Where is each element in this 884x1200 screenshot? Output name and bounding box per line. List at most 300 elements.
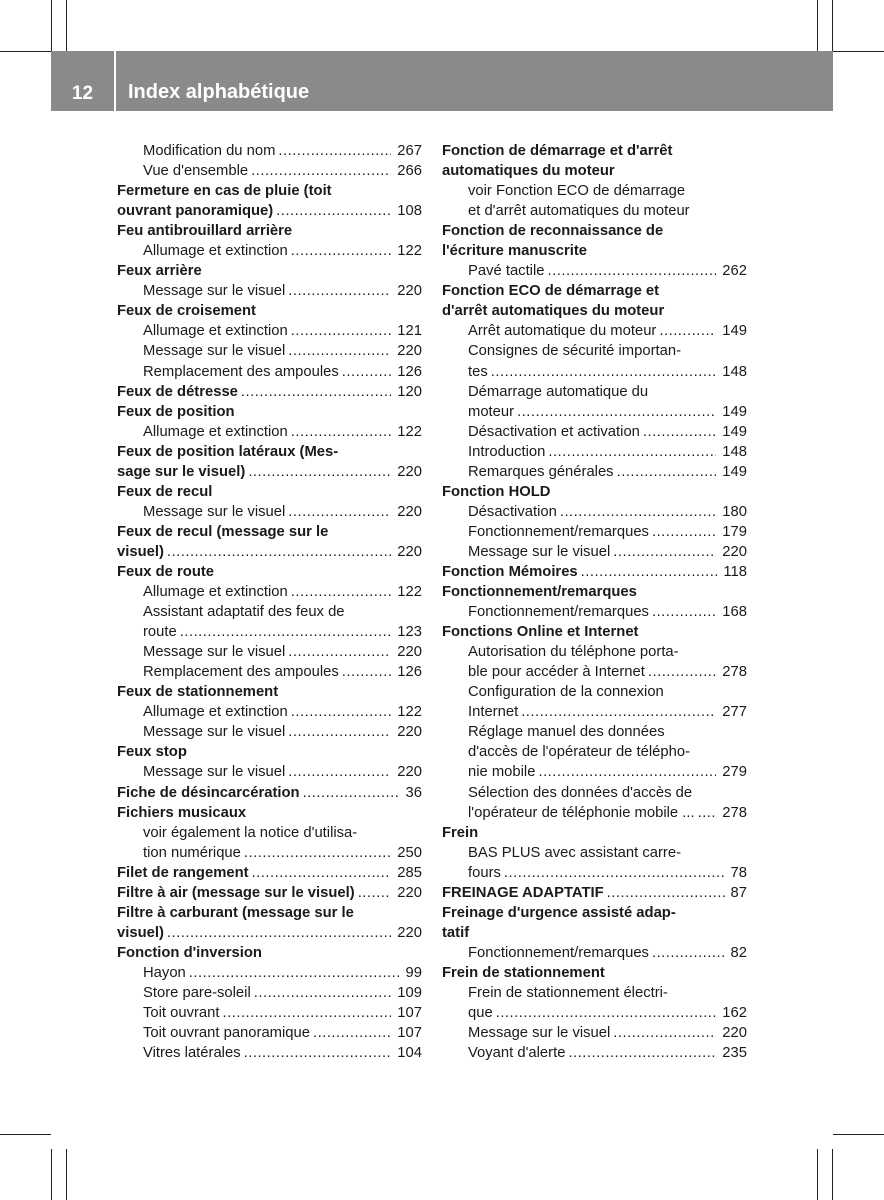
index-entry: [442, 823, 747, 843]
entry-text: tion numérique: [143, 844, 241, 861]
index-entry: [117, 783, 422, 803]
crop-mark: [51, 1149, 52, 1200]
index-entry: [442, 301, 747, 321]
index-entry: [442, 482, 747, 502]
page-reference: 220: [397, 283, 422, 300]
index-entry: [117, 181, 422, 201]
entry-text: Désactivation et activation: [468, 423, 640, 440]
index-entry: [117, 402, 422, 422]
entry-text: Feux de croisement: [117, 303, 256, 320]
entry-text: Frein de stationnement: [442, 964, 605, 981]
index-entry: [442, 281, 747, 301]
page-reference: 149: [722, 323, 747, 340]
page-reference: 82: [730, 944, 747, 961]
page-reference: 122: [397, 584, 422, 601]
leader-dots: [276, 201, 391, 221]
header-divider: [114, 51, 116, 111]
index-entry: [442, 582, 747, 602]
index-subentry: [117, 662, 422, 682]
leader-dots: [254, 983, 392, 1003]
index-subentry: [442, 803, 747, 823]
index-subentry: [117, 722, 422, 742]
page-reference: 121: [397, 323, 422, 340]
leader-dots: [313, 1023, 391, 1043]
index-subentry: [442, 422, 747, 442]
index-subentry: [442, 181, 747, 201]
index-entry: [442, 903, 747, 923]
entry-text: Autorisation du téléphone porta-: [468, 644, 679, 661]
leader-dots: [223, 1003, 392, 1023]
leader-dots: [288, 762, 391, 782]
entry-text: Message sur le visuel: [468, 543, 611, 560]
entry-text: nie mobile: [468, 764, 536, 781]
leader-dots: [342, 362, 392, 382]
leader-dots: [251, 161, 391, 181]
entry-text: Fichiers musicaux: [117, 804, 247, 821]
page-reference: 120: [397, 383, 422, 400]
entry-text: ble pour accéder à Internet: [468, 664, 645, 681]
leader-dots: [652, 522, 716, 542]
page-reference: 278: [722, 804, 747, 821]
index-subentry: [117, 622, 422, 642]
leader-dots: [643, 422, 716, 442]
index-subentry: [117, 241, 422, 261]
entry-text: Allumage et extinction: [143, 423, 288, 440]
page-reference: 267: [397, 143, 422, 159]
leader-dots: [303, 783, 400, 803]
leader-dots: [613, 1023, 716, 1043]
page-reference: 220: [397, 343, 422, 360]
entry-text: et d'arrêt automatiques du moteur: [468, 203, 690, 220]
entry-text: Feux de recul (message sur le: [117, 523, 329, 540]
index-subentry: [117, 281, 422, 301]
index-entry: [117, 442, 422, 462]
entry-text: Fonctionnement/remarques: [468, 523, 649, 540]
index-subentry: [442, 321, 747, 341]
leader-dots: [652, 943, 725, 963]
entry-text: Vitres latérales: [143, 1045, 241, 1062]
index-subentry: [442, 783, 747, 803]
index-subentry: [117, 702, 422, 722]
index-entry: [442, 221, 747, 241]
index-subentry: [117, 1003, 422, 1023]
entry-text: Feux de stationnement: [117, 684, 279, 701]
leader-dots: [607, 883, 725, 903]
page-reference: 107: [397, 1025, 422, 1042]
entry-text: Freinage d'urgence assisté adap-: [442, 904, 676, 921]
entry-text: voir Fonction ECO de démarrage: [468, 183, 686, 200]
index-subentry: [442, 722, 747, 742]
entry-text: Modification du nom: [143, 143, 276, 159]
leader-dots: [358, 883, 392, 903]
page-reference: 220: [397, 503, 422, 520]
entry-text: Filet de rangement: [117, 864, 249, 881]
leader-dots: [189, 963, 400, 983]
entry-text: moteur: [468, 403, 515, 420]
entry-text: Internet: [468, 704, 519, 721]
leader-dots: [504, 863, 725, 883]
page-reference: 126: [397, 363, 422, 380]
entry-text: Fonctions Online et Internet: [442, 624, 639, 641]
index-subentry: [442, 462, 747, 482]
leader-dots: [560, 502, 716, 522]
entry-text: Feux de route: [117, 563, 215, 580]
entry-text: que: [468, 1005, 493, 1022]
entry-text: Feux stop: [117, 744, 187, 761]
entry-text: Message sur le visuel: [143, 764, 286, 781]
index-subentry: [442, 762, 747, 782]
page-reference: 126: [397, 664, 422, 681]
index-entry: [117, 883, 422, 903]
page-reference: 220: [397, 543, 422, 560]
leader-dots: [491, 362, 717, 382]
entry-text: Feux de position latéraux (Mes-: [117, 443, 339, 460]
index-subentry: [117, 141, 422, 161]
page-reference: 149: [722, 463, 747, 480]
entry-text: Message sur le visuel: [143, 503, 286, 520]
page-reference: 108: [397, 203, 422, 220]
index-entry: [117, 863, 422, 883]
crop-mark: [66, 0, 67, 51]
index-entry: [117, 382, 422, 402]
crop-mark: [832, 0, 833, 51]
page-reference: 278: [722, 664, 747, 681]
leader-dots: [167, 542, 391, 562]
entry-text: l'opérateur de téléphonie mobile ...: [468, 804, 695, 821]
entry-text: d'accès de l'opérateur de télépho-: [468, 744, 690, 761]
index-subentry: [442, 341, 747, 361]
page-reference: 99: [405, 964, 422, 981]
entry-text: Fonction Mémoires: [442, 563, 578, 580]
page-reference: 122: [397, 423, 422, 440]
index-subentry: [442, 402, 747, 422]
entry-text: Arrêt automatique du moteur: [468, 323, 657, 340]
entry-text: d'arrêt automatiques du moteur: [442, 303, 665, 320]
index-subentry: [442, 702, 747, 722]
entry-text: Sélection des données d'accès de: [468, 784, 693, 801]
crop-mark: [833, 51, 884, 52]
entry-text: Introduction: [468, 443, 546, 460]
index-subentry: [117, 843, 422, 863]
index-subentry: [117, 983, 422, 1003]
index-entry: [442, 963, 747, 983]
index-entry: [442, 161, 747, 181]
entry-text: l'écriture manuscrite: [442, 243, 587, 260]
index-subentry: [442, 1023, 747, 1043]
leader-dots: [252, 863, 392, 883]
index-subentry: [442, 843, 747, 863]
index-subentry: [117, 602, 422, 622]
entry-text: Toit ouvrant panoramique: [143, 1025, 310, 1042]
index-subentry: [117, 422, 422, 442]
entry-text: Pavé tactile: [468, 263, 545, 280]
index-entry: [117, 522, 422, 542]
index-entry: [117, 462, 422, 482]
leader-dots: [288, 642, 391, 662]
index-subentry: [442, 742, 747, 762]
page-reference: 149: [722, 423, 747, 440]
index-entry: [117, 542, 422, 562]
page-header: [51, 51, 833, 111]
entry-text: Fonctionnement/remarques: [442, 584, 637, 601]
crop-mark: [0, 1134, 51, 1135]
entry-text: Remplacement des ampoules: [143, 664, 339, 681]
leader-dots: [288, 502, 391, 522]
index-subentry: [117, 321, 422, 341]
page-reference: 107: [397, 1005, 422, 1022]
index-entry: [117, 261, 422, 281]
index-entry: [117, 682, 422, 702]
index-subentry: [117, 1023, 422, 1043]
entry-text: tes: [468, 363, 488, 380]
leader-dots: [291, 321, 392, 341]
entry-text: Vue d'ensemble: [143, 163, 249, 180]
leader-dots: [288, 281, 391, 301]
entry-text: Store pare-soleil: [143, 984, 251, 1001]
entry-text: Hayon: [143, 964, 186, 981]
entry-text: visuel): [117, 543, 164, 560]
entry-text: Filtre à air (message sur le visuel): [117, 884, 355, 901]
index-subentry: [442, 943, 747, 963]
entry-text: Filtre à carburant (message sur le: [117, 904, 354, 921]
page-reference: 220: [397, 463, 422, 480]
index-subentry: [117, 362, 422, 382]
index-column-right: [442, 141, 747, 1063]
leader-dots: [288, 341, 391, 361]
leader-dots: [278, 141, 391, 161]
index-subentry: [442, 382, 747, 402]
page-reference: 220: [722, 1025, 747, 1042]
index-subentry: [442, 442, 747, 462]
page-reference: 104: [397, 1045, 422, 1062]
entry-text: Fiche de désincarcération: [117, 784, 300, 801]
index-subentry: [442, 201, 747, 221]
page-reference: 87: [730, 884, 747, 901]
leader-dots: [288, 722, 391, 742]
index-entry: [117, 803, 422, 823]
leader-dots: [581, 562, 718, 582]
page-reference: 220: [397, 644, 422, 661]
crop-mark: [0, 51, 51, 52]
index-subentry: [442, 662, 747, 682]
leader-dots: [652, 602, 716, 622]
entry-text: Fonction de démarrage et d'arrêt: [442, 143, 673, 159]
index-subentry: [442, 642, 747, 662]
page-reference: 277: [722, 704, 747, 721]
crop-mark: [832, 1149, 833, 1200]
index-entry: [442, 141, 747, 161]
entry-text: fours: [468, 864, 501, 881]
index-subentry: [117, 582, 422, 602]
index-entry: [117, 301, 422, 321]
entry-text: Voyant d'alerte: [468, 1045, 566, 1062]
leader-dots: [698, 803, 717, 823]
page-reference: 179: [722, 523, 747, 540]
entry-text: Message sur le visuel: [143, 644, 286, 661]
entry-text: Message sur le visuel: [143, 283, 286, 300]
page-reference: 148: [722, 443, 747, 460]
page-reference: 118: [723, 563, 747, 580]
entry-text: Fonction HOLD: [442, 483, 551, 500]
entry-text: BAS PLUS avec assistant carre-: [468, 844, 681, 861]
entry-text: Allumage et extinction: [143, 243, 288, 260]
page-reference: 235: [722, 1045, 747, 1062]
page-reference: 220: [397, 764, 422, 781]
index-subentry: [117, 1043, 422, 1063]
leader-dots: [291, 422, 392, 442]
leader-dots: [659, 321, 716, 341]
index-entry: [117, 742, 422, 762]
entry-text: voir également la notice d'utilisa-: [143, 824, 358, 841]
index-entry: [442, 622, 747, 642]
entry-text: Frein de stationnement électri-: [468, 984, 668, 1001]
page-reference: 78: [730, 864, 747, 881]
index-subentry: [442, 261, 747, 281]
entry-text: Feux de position: [117, 403, 235, 420]
leader-dots: [496, 1003, 717, 1023]
page-reference: 262: [722, 263, 747, 280]
page-reference: 123: [397, 624, 422, 641]
entry-text: Configuration de la connexion: [468, 684, 664, 701]
index-subentry: [442, 522, 747, 542]
index-entry: [117, 221, 422, 241]
leader-dots: [538, 762, 716, 782]
page-reference: 168: [722, 604, 747, 621]
page-reference: 122: [397, 243, 422, 260]
entry-text: Fonctionnement/remarques: [468, 604, 649, 621]
entry-text: Message sur le visuel: [468, 1025, 611, 1042]
page-reference: 220: [397, 924, 422, 941]
leader-dots: [291, 702, 392, 722]
index-entry: [442, 241, 747, 261]
index-entry: [117, 562, 422, 582]
page-title: Index alphabétique: [128, 81, 310, 103]
page-reference: 266: [397, 163, 422, 180]
leader-dots: [613, 542, 716, 562]
index-subentry: [442, 682, 747, 702]
leader-dots: [248, 462, 391, 482]
leader-dots: [517, 402, 716, 422]
index-subentry: [117, 341, 422, 361]
crop-mark: [833, 1134, 884, 1135]
leader-dots: [291, 241, 392, 261]
page-reference: 180: [722, 503, 747, 520]
entry-text: Message sur le visuel: [143, 724, 286, 741]
entry-text: Assistant adaptatif des feux de: [143, 604, 345, 621]
entry-text: Feux de détresse: [117, 383, 238, 400]
entry-text: Allumage et extinction: [143, 704, 288, 721]
index-subentry: [442, 863, 747, 883]
page-reference: 279: [722, 764, 747, 781]
index-entry: [117, 943, 422, 963]
leader-dots: [342, 662, 392, 682]
leader-dots: [548, 261, 717, 281]
index-entry: [442, 562, 747, 582]
page-reference: 148: [722, 363, 747, 380]
index-column-left: [117, 141, 422, 1063]
entry-text: FREINAGE ADAPTATIF: [442, 884, 604, 901]
index-entry: [117, 903, 422, 923]
leader-dots: [291, 582, 392, 602]
index-subentry: [442, 1003, 747, 1023]
page-reference: 149: [722, 403, 747, 420]
index-subentry: [117, 502, 422, 522]
entry-text: sage sur le visuel): [117, 463, 246, 480]
entry-text: Feu antibrouillard arrière: [117, 223, 293, 240]
entry-text: Fermeture en cas de pluie (toit: [117, 183, 332, 200]
leader-dots: [648, 662, 716, 682]
entry-text: Remarques générales: [468, 463, 614, 480]
index-subentry: [442, 983, 747, 1003]
entry-text: Consignes de sécurité importan-: [468, 343, 682, 360]
index-entry: [442, 923, 747, 943]
index-entry: [442, 883, 747, 903]
index-subentry: [442, 602, 747, 622]
entry-text: Feux arrière: [117, 263, 202, 280]
entry-text: Feux de recul: [117, 483, 213, 500]
index-subentry: [117, 963, 422, 983]
entry-text: Démarrage automatique du: [468, 383, 649, 400]
leader-dots: [244, 843, 391, 863]
leader-dots: [568, 1043, 716, 1063]
entry-text: Allumage et extinction: [143, 584, 288, 601]
index-subentry: [117, 642, 422, 662]
leader-dots: [548, 442, 716, 462]
page-reference: 122: [397, 704, 422, 721]
entry-text: visuel): [117, 924, 164, 941]
entry-text: Désactivation: [468, 503, 557, 520]
entry-text: Message sur le visuel: [143, 343, 286, 360]
index-subentry: [442, 502, 747, 522]
entry-text: Remplacement des ampoules: [143, 363, 339, 380]
index-entry: [117, 201, 422, 221]
entry-text: Toit ouvrant: [143, 1005, 220, 1022]
entry-text: Fonctionnement/remarques: [468, 944, 649, 961]
entry-text: Allumage et extinction: [143, 323, 288, 340]
leader-dots: [521, 702, 716, 722]
page-number: 12: [71, 83, 94, 104]
entry-text: Frein: [442, 824, 479, 841]
page-reference: 285: [397, 864, 422, 881]
leader-dots: [167, 923, 391, 943]
page-reference: 250: [397, 844, 422, 861]
index-subentry: [442, 1043, 747, 1063]
page-reference: 220: [722, 543, 747, 560]
index-subentry: [117, 762, 422, 782]
leader-dots: [617, 462, 717, 482]
entry-text: ouvrant panoramique): [117, 203, 274, 220]
page-reference: 220: [397, 884, 422, 901]
entry-text: Fonction de reconnaissance de: [442, 223, 664, 240]
crop-mark: [817, 1149, 818, 1200]
index-entry: [117, 923, 422, 943]
page-reference: 36: [405, 784, 422, 801]
entry-text: tatif: [442, 924, 470, 941]
entry-text: Réglage manuel des données: [468, 724, 665, 741]
index-subentry: [442, 362, 747, 382]
page-reference: 220: [397, 724, 422, 741]
index-subentry: [117, 161, 422, 181]
index-entry: [117, 482, 422, 502]
leader-dots: [180, 622, 392, 642]
index-subentry: [442, 542, 747, 562]
leader-dots: [244, 1043, 392, 1063]
crop-mark: [66, 1149, 67, 1200]
entry-text: route: [143, 624, 177, 641]
entry-text: Fonction ECO de démarrage et: [442, 283, 660, 300]
crop-mark: [51, 0, 52, 51]
entry-text: Fonction d'inversion: [117, 944, 262, 961]
